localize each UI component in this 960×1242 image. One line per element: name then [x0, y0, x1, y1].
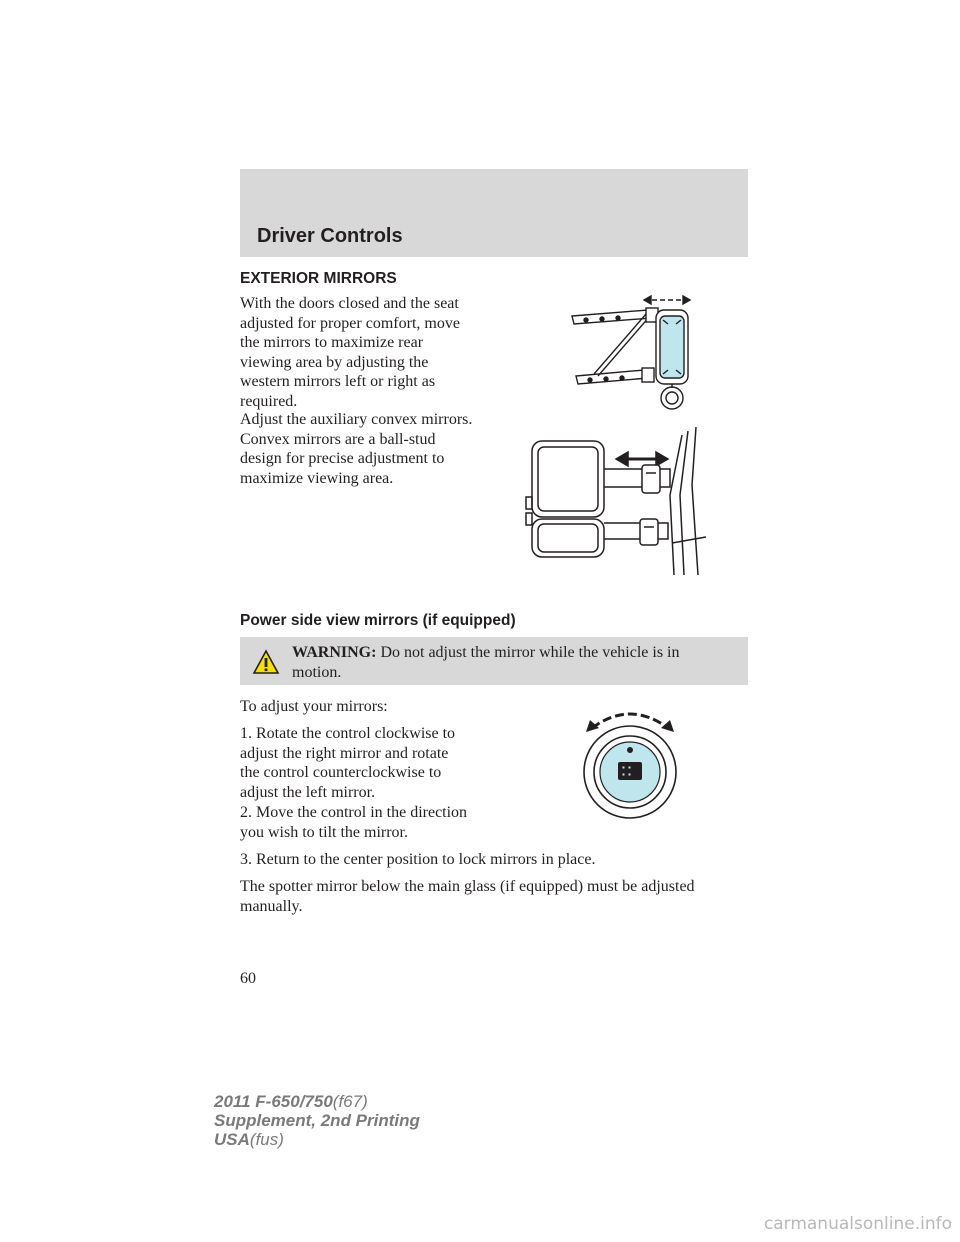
- convex-mirror-illustration: [520, 425, 712, 585]
- step-2: 2. Move the control in the direction you wish to tilt the mirror.: [240, 804, 468, 841]
- power-mirrors-heading: Power side view mirrors (if equipped): [240, 612, 516, 629]
- mirror-control-illustration: [578, 700, 682, 824]
- footer-line-2: Supplement, 2nd Printing: [214, 1111, 420, 1130]
- footer-line-1: 2011 F-650/750(f67): [214, 1092, 368, 1111]
- watermark: carmanualsonline.info: [763, 1214, 952, 1234]
- footer-line-3: USA(fus): [214, 1130, 284, 1149]
- warning-triangle-icon: [252, 649, 280, 675]
- step-3: 3. Return to the center position to lock mirrors in place.: [240, 851, 596, 868]
- warning-text: WARNING: Do not adjust the mirror while the vehicle is in motion.: [292, 644, 680, 681]
- exterior-paragraph-2: Adjust the auxiliary convex mirrors. Convex mirrors are a ball-stud design for precise adjustment to maximize viewing area.: [240, 411, 473, 487]
- warning-box: [240, 637, 748, 685]
- step-1: 1. Rotate the control clockwise to adjust the right mirror and rotate the control counterclockwise to adjust the left mirror.: [240, 725, 456, 801]
- western-mirror-illustration: [564, 292, 704, 412]
- exterior-mirrors-heading: EXTERIOR MIRRORS: [240, 270, 397, 287]
- section-header-band: [240, 169, 748, 257]
- page-number: 60: [240, 970, 256, 987]
- section-title: Driver Controls: [257, 225, 403, 247]
- exterior-paragraph-1: With the doors closed and the seat adjusted for proper comfort, move the mirrors to maximize rear viewing area by adjusting the western mirrors left or right as required.: [240, 295, 460, 410]
- spotter-paragraph: The spotter mirror below the main glass (if equipped) must be adjusted manually.: [240, 878, 695, 915]
- print-footer: [214, 1092, 420, 1149]
- adjust-intro: To adjust your mirrors:: [240, 698, 388, 715]
